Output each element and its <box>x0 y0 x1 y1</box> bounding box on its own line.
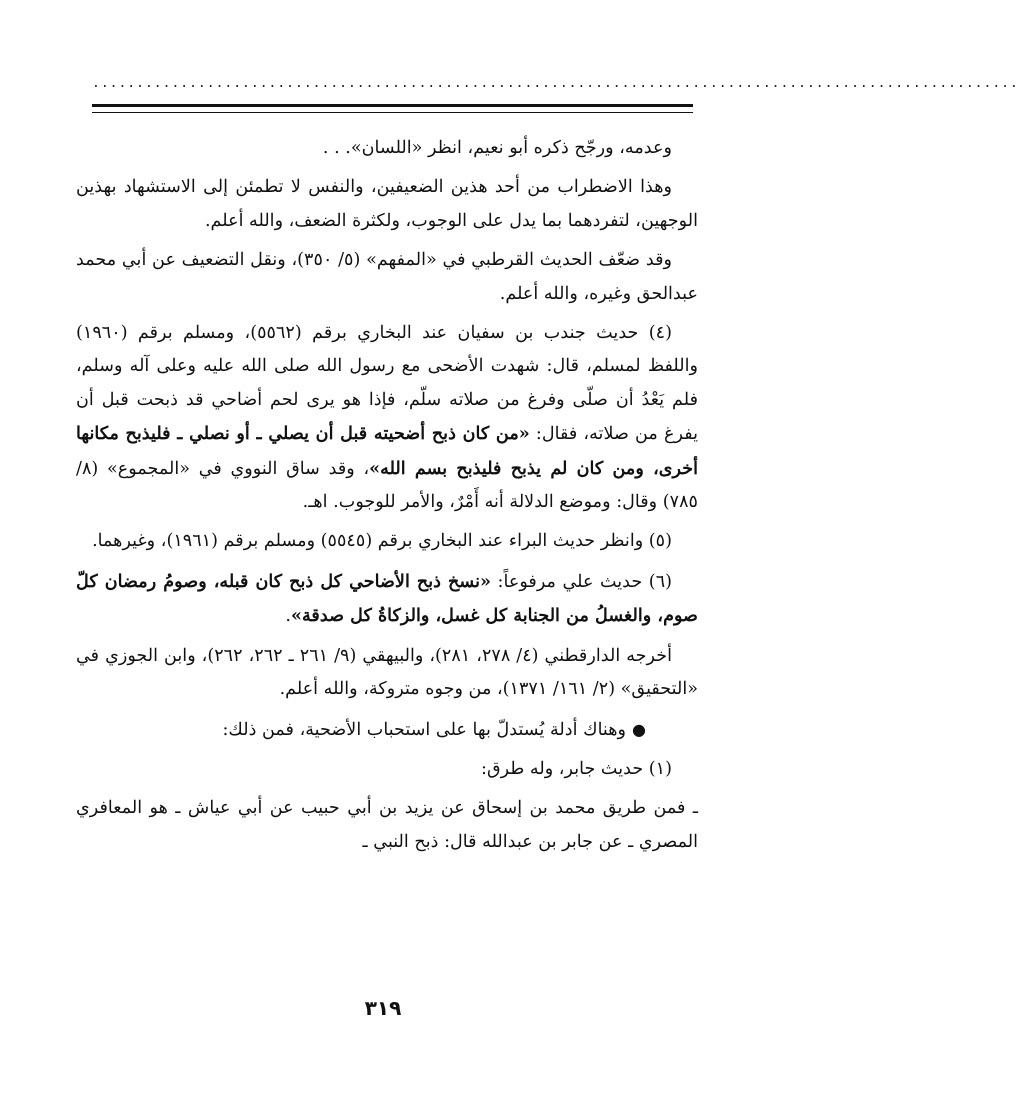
paragraph-text: . <box>285 606 291 627</box>
paragraph-text: أخرجه الدارقطني (٤/ ٢٧٨، ٢٨١)، والبيهقي (٩/ ٢٦١ ـ ٢٦٢، ٢٦٢)، وابن الجوزي في «التحقيق» (٢/ ١٦١/ ١٣٧١)، من وجوه متروكة، والله أعلم. <box>76 645 698 700</box>
paragraph-text: (٥) وانظر حديث البراء عند البخاري برقم (٥٥٤٥) ومسلم برقم (١٩٦١)، وغيرهما. <box>92 531 672 552</box>
header-rule-thin <box>92 112 693 113</box>
footnote-paragraph <box>76 132 698 165</box>
paragraph-text: وهناك أدلة يُستدلّ بها على استحباب الأضحية، فمن ذلك: <box>222 719 627 740</box>
paragraph-text: (٤) حديث جندب بن سفيان عند البخاري برقم (٥٥٦٢)، ومسلم برقم (١٩٦٠) واللفظ لمسلم، قال: شهدت الأضحى مع رسول الله صلى الله عليه وعلى آله وسلم، فلم يَعْدُ أن صلّى وفرغ من صلاته سلّم، فإذا هو يرى لحم أضاحي قد ذبحت قبل أن يفرغ من صلاته، فقال: <box>76 323 699 445</box>
paragraph-text: ـ فمن طريق محمد بن إسحاق عن يزيد بن أبي حبيب عن أبي عياش ـ هو المعافري المصري ـ عن جابر بن عبدالله قال: ذبح النبي ـ <box>76 798 698 852</box>
footnote-paragraph <box>76 640 698 707</box>
paragraph-text: (١) حديث جابر، وله طرق: <box>481 758 672 779</box>
paragraph-text: (٦) حديث علي مرفوعاً: <box>491 571 673 592</box>
footnote-paragraph <box>76 171 698 238</box>
hadith-quote: «من كان ذبح أضحيته قبل أن يصلي ـ أو نصلي ـ فليذبح مكانها أخرى، ومن كان لم يذبح فليذبح بسم الله» <box>76 423 699 479</box>
footnote-paragraph <box>76 317 698 519</box>
hadith-quote: «نسخ ذبح الأضاحي كل ذبح كان قبله، وصومُ رمضان كلّ صوم، والغسلُ من الجنابة كل غسل، والزكاةُ كل صدقة» <box>76 570 698 627</box>
footnotes-body <box>76 132 698 865</box>
page-number: ٣١٩ <box>364 996 402 1020</box>
header-rule-thick <box>92 104 693 107</box>
footnote-paragraph <box>76 244 698 311</box>
paragraph-text: ، وقد ساق النووي في «المجموع» (٨/ ٧٨٥) وقال: وموضع الدلالة أنه أَمْرٌ، والأمر للوجوب. اهـ. <box>76 458 698 513</box>
footnote-paragraph <box>76 753 698 786</box>
paragraph-text: وعدمه، ورجّح ذكره أبو نعيم، انظر «اللسان». . . <box>322 138 672 158</box>
paragraph-text: وقد ضعّف الحديث القرطبي في «المفهم» (٥/ ٣٥٠)، ونقل التضعيف عن أبي محمد عبدالحق وغيره، والله أعلم. <box>76 250 698 304</box>
header-dotted-line: ......................................................................................................... <box>92 76 1019 91</box>
paragraph-text: وهذا الاضطراب من أحد هذين الضعيفين، والنفس لا تطمئن إلى الاستشهاد بهذين الوجهين، لتفردهما بما يدل على الوجوب، ولكثرة الضعف، والله أعلم. <box>76 177 698 231</box>
bullet-icon: ● <box>632 719 646 739</box>
footnote-paragraph <box>76 565 698 634</box>
footnote-paragraph <box>76 525 698 558</box>
footnote-paragraph <box>76 792 698 859</box>
footnote-paragraph <box>76 713 698 747</box>
